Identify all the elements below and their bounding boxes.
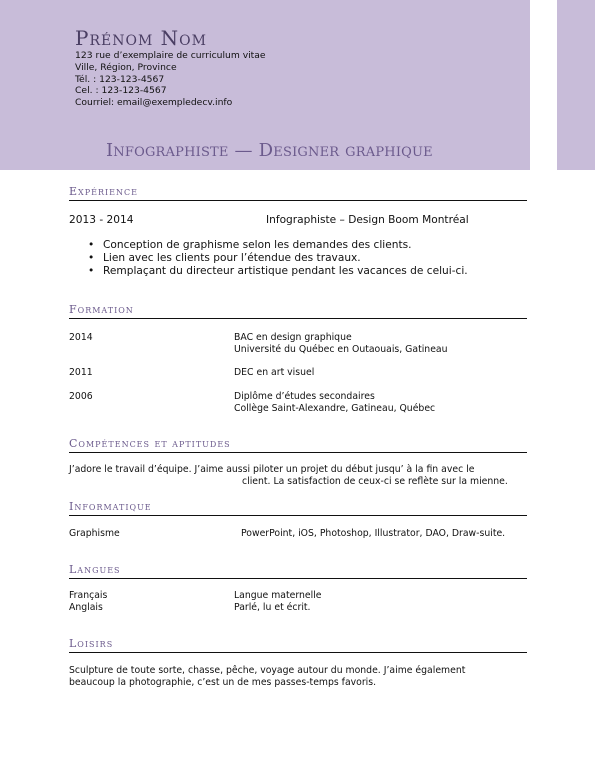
candidate-name: Prénom Nom [75,26,207,50]
section-title-education: Formation [69,303,134,316]
computing-value: PowerPoint, iOS, Photoshop, Illustrator, DAO, Draw-suite. [241,528,506,539]
phone: Tél. : 123-123-4567 [75,73,165,85]
contact-block [75,50,266,109]
address-line-1: 123 rue d’exemplaire de curriculum vitae [75,50,266,61]
skills-line-2: client. La satisfaction de ceux-ci se reflète sur la mienne. [242,476,508,487]
language-name: Anglais [69,602,103,613]
section-title-computing: Informatique [69,500,152,513]
section-rule [69,200,527,201]
list-item: • Remplaçant du directeur artistique pendant les vacances de celui-ci. [88,265,468,278]
hobbies-line-1: Sculpture de toute sorte, chasse, pêche, voyage autour du monde. J’aime également [69,665,466,676]
education-degree: DEC en art visuel [234,367,315,378]
address-line-2: Ville, Région, Province [75,61,177,73]
education-school: Université du Québec en Outaouais, Gatineau [234,344,448,355]
education-year: 2014 [69,332,93,343]
section-title-languages: Langues [69,563,121,576]
section-rule [69,578,527,579]
list-item: • Conception de graphisme selon les demandes des clients. [88,239,468,252]
experience-role: Infographiste – Design Boom Montréal [266,214,469,226]
education-year: 2011 [69,367,93,378]
cell: Cel. : 123-123-4567 [75,85,167,97]
section-title-skills: Compétences et aptitudes [69,437,231,450]
experience-dates: 2013 - 2014 [69,214,134,226]
section-rule [69,652,527,653]
education-school: Collège Saint-Alexandre, Gatineau, Québec [234,403,436,414]
section-title-experience: Expérience [69,185,138,198]
language-level: Parlé, lu et écrit. [234,602,311,613]
skills-line-1: J’adore le travail d’équipe. J’aime aussi piloter un projet du début jusqu’ à la fin avec le [69,464,475,475]
email: Courriel: email@exempledecv.info [75,97,233,109]
hobbies-line-2: beaucoup la photographie, c’est un de mes passes-temps favoris. [69,677,377,688]
education-degree: BAC en design graphique [234,332,352,343]
experience-bullets [88,239,468,278]
section-rule [69,318,527,319]
computing-label: Graphisme [69,528,120,539]
side-band [557,0,595,170]
section-rule [69,515,527,516]
education-degree: Diplôme d’études secondaires [234,391,375,402]
section-title-hobbies: Loisirs [69,637,114,650]
list-item: • Lien avec les clients pour l’étendue des travaux. [88,252,468,265]
section-rule [69,452,527,453]
language-name: Français [69,590,108,601]
language-level: Langue maternelle [234,590,322,601]
job-title: Infographiste — Designer graphique [106,140,433,161]
education-year: 2006 [69,391,93,402]
